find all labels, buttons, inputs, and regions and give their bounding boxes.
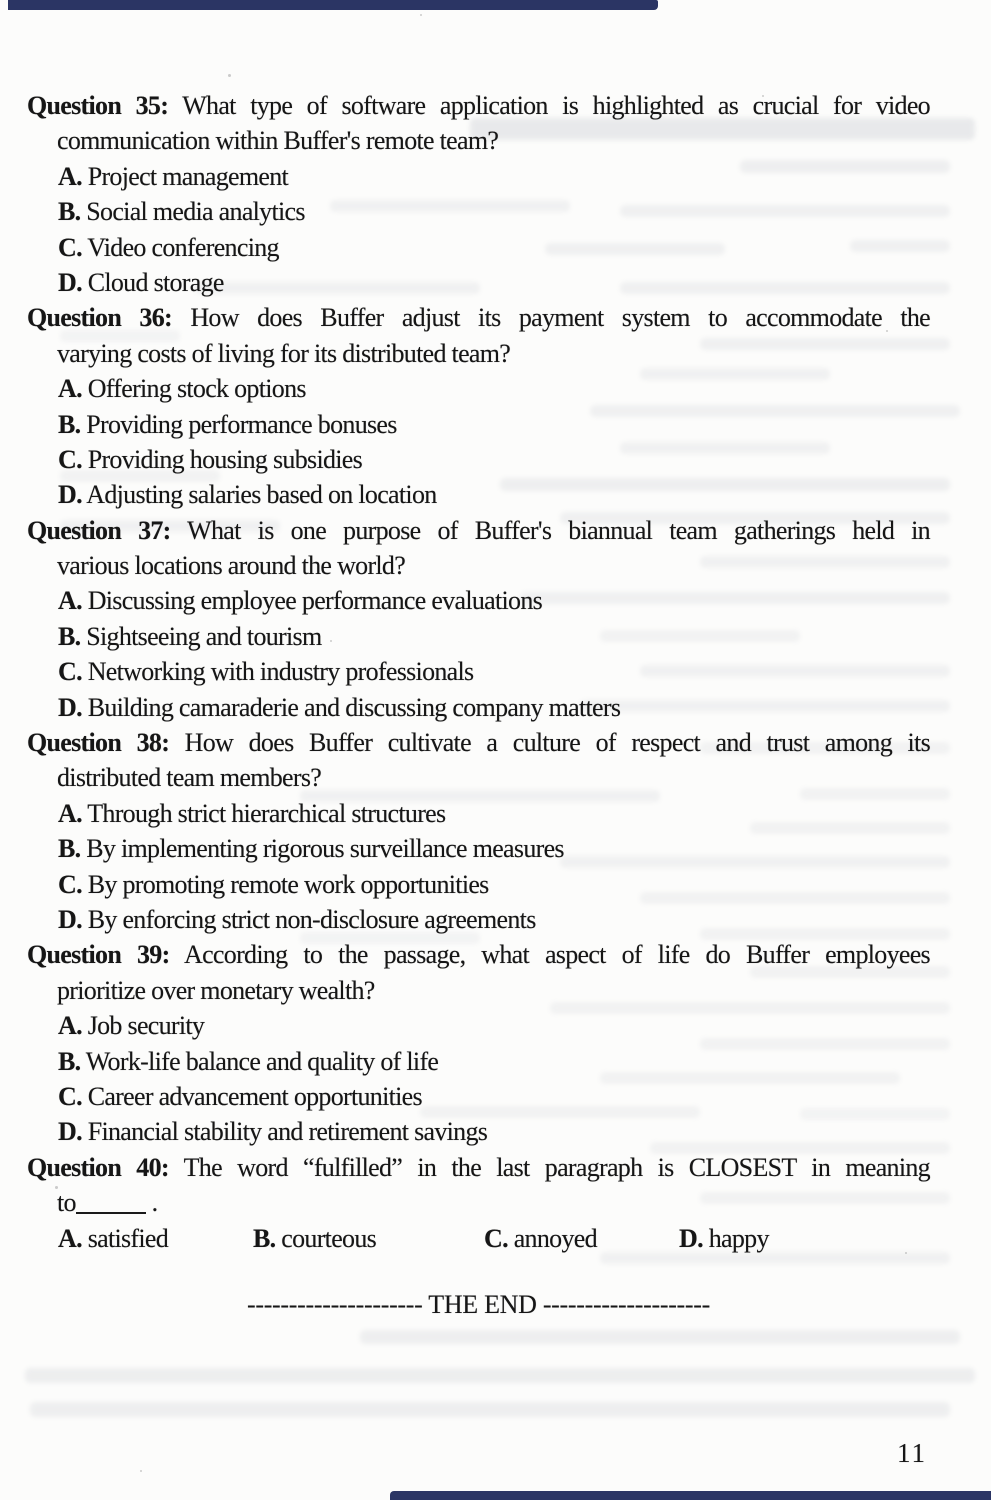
option-text: By enforcing strict non-disclosure agreements bbox=[87, 904, 536, 934]
option-b bbox=[58, 1044, 930, 1079]
option-letter: D. bbox=[679, 1223, 703, 1253]
question-line2: communication within Buffer's remote team? bbox=[57, 126, 499, 156]
option-a bbox=[58, 371, 930, 406]
option-c bbox=[58, 442, 930, 477]
option-a bbox=[58, 1008, 930, 1043]
dust-speck bbox=[140, 1470, 142, 1472]
option-letter: B. bbox=[58, 197, 81, 227]
question-39 bbox=[27, 937, 930, 1149]
option-a bbox=[58, 583, 930, 618]
option-text: Social media analytics bbox=[86, 197, 305, 227]
option-text: Discussing employee performance evaluations bbox=[87, 586, 543, 616]
question-40-options-row bbox=[27, 1221, 930, 1256]
option-letter: B. bbox=[58, 409, 81, 439]
option-text: Adjusting salaries based on location bbox=[86, 480, 437, 510]
option-text: annoyed bbox=[513, 1223, 597, 1253]
option-a bbox=[58, 1221, 168, 1256]
question-line1: How does Buffer adjust its payment system to accommodate the bbox=[190, 303, 930, 333]
option-a bbox=[58, 159, 930, 194]
question-label: Question 35: bbox=[27, 91, 169, 120]
blank-suffix: . bbox=[151, 1188, 158, 1218]
option-text: Work-life balance and quality of life bbox=[85, 1046, 439, 1076]
option-text: courteous bbox=[281, 1223, 377, 1253]
the-end-divider bbox=[27, 1287, 930, 1323]
option-text: Cloud storage bbox=[87, 267, 224, 297]
answer-blank bbox=[76, 1212, 146, 1215]
end-dashes-left: --------------------- bbox=[246, 1289, 423, 1319]
option-letter: D. bbox=[58, 904, 82, 934]
question-line2: varying costs of living for its distributed team? bbox=[57, 338, 511, 368]
question-line2: distributed team members? bbox=[57, 763, 322, 793]
question-line1: The word “fulfilled” in the last paragraph is CLOSEST in meaning bbox=[183, 1152, 930, 1182]
option-d bbox=[58, 265, 930, 300]
option-a bbox=[58, 796, 930, 831]
option-text: Building camaraderie and discussing company matters bbox=[87, 692, 621, 722]
question-label: Question 39: bbox=[27, 940, 170, 970]
option-text: By implementing rigorous surveillance measures bbox=[86, 834, 564, 864]
question-label: Question 38: bbox=[27, 728, 170, 758]
option-d bbox=[679, 1221, 769, 1256]
option-b bbox=[58, 619, 930, 654]
option-letter: B. bbox=[58, 621, 81, 651]
option-letter: B. bbox=[253, 1223, 276, 1253]
question-line1: According to the passage, what aspect of life do Buffer employees bbox=[184, 940, 930, 970]
end-dashes-right: -------------------- bbox=[542, 1289, 710, 1319]
option-letter: A. bbox=[58, 586, 82, 616]
option-letter: C. bbox=[58, 232, 82, 262]
question-line1: What type of software application is highlighted as crucial for video bbox=[182, 91, 930, 120]
question-label: Question 40: bbox=[27, 1152, 169, 1182]
option-b bbox=[58, 831, 930, 866]
option-c bbox=[58, 230, 930, 265]
option-d bbox=[58, 902, 930, 937]
dust-speck bbox=[420, 14, 422, 16]
dust-speck bbox=[228, 74, 231, 77]
option-letter: A. bbox=[58, 374, 82, 404]
question-38 bbox=[27, 725, 930, 937]
option-text: Networking with industry professionals bbox=[87, 657, 474, 687]
question-35 bbox=[27, 88, 930, 300]
option-b bbox=[58, 194, 930, 229]
option-text: Project management bbox=[87, 161, 289, 191]
option-letter: C. bbox=[58, 1081, 82, 1111]
scan-artifact-top-bar bbox=[8, 0, 658, 10]
option-c bbox=[58, 654, 930, 689]
option-letter: B. bbox=[58, 1046, 81, 1076]
option-text: Through strict hierarchical structures bbox=[87, 798, 446, 828]
option-text: Providing performance bonuses bbox=[86, 409, 397, 439]
option-letter: C. bbox=[58, 444, 82, 474]
option-letter: C. bbox=[484, 1223, 508, 1253]
option-text: satisfied bbox=[87, 1223, 169, 1253]
option-letter: A. bbox=[58, 798, 82, 828]
question-text bbox=[27, 725, 930, 760]
option-b bbox=[253, 1221, 376, 1256]
scan-artifact-bottom-bar bbox=[390, 1491, 991, 1500]
blank-prefix: to bbox=[57, 1188, 76, 1218]
question-line1: What is one purpose of Buffer's biannual team gatherings held in bbox=[187, 515, 930, 545]
option-text: Sightseeing and tourism bbox=[86, 621, 322, 651]
questions-section bbox=[27, 88, 930, 1323]
end-label: THE END bbox=[428, 1289, 537, 1319]
option-d bbox=[58, 690, 930, 725]
option-letter: A. bbox=[58, 1223, 82, 1253]
question-line2: prioritize over monetary wealth? bbox=[57, 975, 375, 1005]
option-letter: D. bbox=[58, 480, 82, 510]
option-letter: D. bbox=[58, 267, 82, 297]
question-text bbox=[27, 88, 930, 123]
ghost-smudge bbox=[25, 1368, 975, 1383]
option-text: By promoting remote work opportunities bbox=[87, 869, 489, 899]
option-letter: D. bbox=[58, 1117, 82, 1147]
question-37 bbox=[27, 513, 930, 725]
option-c bbox=[484, 1221, 597, 1256]
question-label: Question 36: bbox=[27, 303, 172, 333]
question-label: Question 37: bbox=[27, 515, 171, 545]
question-text bbox=[27, 937, 930, 972]
question-text bbox=[27, 1150, 930, 1185]
option-text: Video conferencing bbox=[87, 232, 279, 262]
question-line2: various locations around the world? bbox=[57, 551, 406, 581]
option-text: Offering stock options bbox=[87, 374, 306, 404]
option-letter: C. bbox=[58, 869, 82, 899]
option-text: Career advancement opportunities bbox=[87, 1081, 422, 1111]
option-d bbox=[58, 1114, 930, 1149]
option-letter: D. bbox=[58, 692, 82, 722]
question-36 bbox=[27, 300, 930, 512]
option-letter: A. bbox=[58, 1011, 82, 1041]
option-b bbox=[58, 407, 930, 442]
question-text bbox=[27, 300, 930, 335]
page-number: 11 bbox=[897, 1438, 927, 1468]
ghost-smudge bbox=[30, 1402, 950, 1417]
question-text bbox=[27, 513, 930, 548]
option-c bbox=[58, 867, 930, 902]
question-40 bbox=[27, 1150, 930, 1256]
option-text: Job security bbox=[87, 1011, 205, 1041]
ghost-smudge bbox=[360, 1330, 960, 1344]
question-line1: How does Buffer cultivate a culture of respect and trust among its bbox=[184, 728, 930, 758]
question-40-blank-line bbox=[57, 1185, 930, 1220]
option-text: Financial stability and retirement savings bbox=[87, 1117, 488, 1147]
option-c bbox=[58, 1079, 930, 1114]
option-text: happy bbox=[708, 1223, 769, 1253]
option-letter: B. bbox=[58, 834, 81, 864]
option-letter: A. bbox=[58, 161, 82, 191]
option-text: Providing housing subsidies bbox=[87, 444, 363, 474]
option-d bbox=[58, 477, 930, 512]
option-letter: C. bbox=[58, 657, 82, 687]
